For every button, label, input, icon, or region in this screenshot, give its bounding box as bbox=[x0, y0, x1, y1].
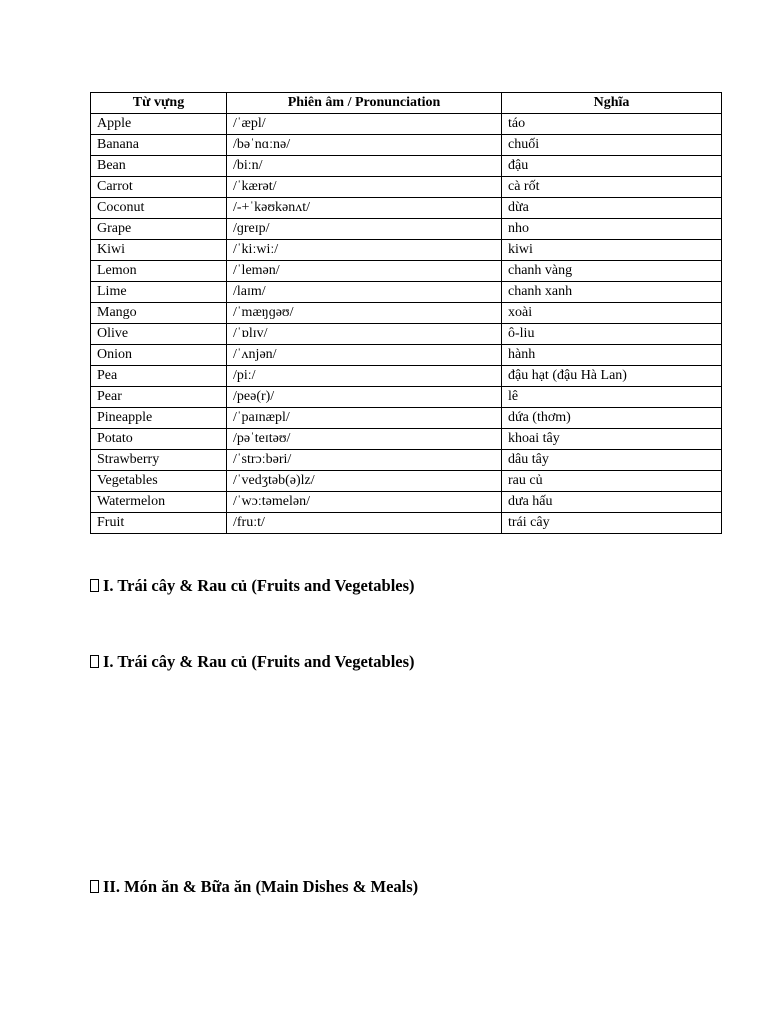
cell-vocabulary: Onion bbox=[91, 345, 227, 366]
cell-pronunciation: /ˈmæŋɡəʊ/ bbox=[227, 303, 502, 324]
header-meaning: Nghĩa bbox=[502, 93, 722, 114]
cell-meaning: nho bbox=[502, 219, 722, 240]
cell-vocabulary: Pea bbox=[91, 366, 227, 387]
heading-text: I. Trái cây & Rau củ (Fruits and Vegetables) bbox=[103, 652, 415, 671]
cell-meaning: đậu bbox=[502, 156, 722, 177]
cell-pronunciation: /ˈɒlɪv/ bbox=[227, 324, 502, 345]
cell-meaning: ô-liu bbox=[502, 324, 722, 345]
cell-pronunciation: /piː/ bbox=[227, 366, 502, 387]
cell-pronunciation: /fruːt/ bbox=[227, 513, 502, 534]
cell-pronunciation: /biːn/ bbox=[227, 156, 502, 177]
cell-pronunciation: /ˈæpl/ bbox=[227, 114, 502, 135]
table-row bbox=[91, 282, 722, 303]
cell-pronunciation: /-+ˈkəʊkənʌt/ bbox=[227, 198, 502, 219]
heading-text: I. Trái cây & Rau củ (Fruits and Vegetables) bbox=[103, 576, 415, 595]
table-row bbox=[91, 429, 722, 450]
cell-pronunciation: /ˈkiːwiː/ bbox=[227, 240, 502, 261]
table-row bbox=[91, 219, 722, 240]
vocabulary-table bbox=[90, 92, 722, 534]
table-row bbox=[91, 387, 722, 408]
table-row bbox=[91, 303, 722, 324]
cell-meaning: dâu tây bbox=[502, 450, 722, 471]
table-row bbox=[91, 198, 722, 219]
cell-vocabulary: Kiwi bbox=[91, 240, 227, 261]
cell-meaning: táo bbox=[502, 114, 722, 135]
cell-meaning: dứa (thơm) bbox=[502, 408, 722, 429]
section-heading-fruits-vegetables-repeat bbox=[90, 652, 415, 672]
cell-meaning: khoai tây bbox=[502, 429, 722, 450]
cell-meaning: chuối bbox=[502, 135, 722, 156]
cell-vocabulary: Fruit bbox=[91, 513, 227, 534]
cell-vocabulary: Strawberry bbox=[91, 450, 227, 471]
cell-vocabulary: Pineapple bbox=[91, 408, 227, 429]
cell-vocabulary: Lemon bbox=[91, 261, 227, 282]
cell-vocabulary: Vegetables bbox=[91, 471, 227, 492]
cell-pronunciation: /ˈpaɪnæpl/ bbox=[227, 408, 502, 429]
cell-pronunciation: /pəˈteɪtəʊ/ bbox=[227, 429, 502, 450]
cell-pronunciation: /ˈkærət/ bbox=[227, 177, 502, 198]
section-heading-fruits-vegetables bbox=[90, 576, 415, 596]
cell-meaning: kiwi bbox=[502, 240, 722, 261]
cell-meaning: dừa bbox=[502, 198, 722, 219]
cell-vocabulary: Bean bbox=[91, 156, 227, 177]
cell-pronunciation: /laɪm/ bbox=[227, 282, 502, 303]
table-row bbox=[91, 240, 722, 261]
cell-vocabulary: Olive bbox=[91, 324, 227, 345]
table-row bbox=[91, 156, 722, 177]
table-row bbox=[91, 324, 722, 345]
table-row bbox=[91, 450, 722, 471]
cell-vocabulary: Mango bbox=[91, 303, 227, 324]
cell-vocabulary: Grape bbox=[91, 219, 227, 240]
cell-vocabulary: Coconut bbox=[91, 198, 227, 219]
cell-pronunciation: /ˈlemən/ bbox=[227, 261, 502, 282]
table-row bbox=[91, 135, 722, 156]
cell-meaning: lê bbox=[502, 387, 722, 408]
cell-vocabulary: Potato bbox=[91, 429, 227, 450]
missing-glyph-icon bbox=[90, 655, 99, 668]
table-row bbox=[91, 513, 722, 534]
cell-vocabulary: Banana bbox=[91, 135, 227, 156]
table-row bbox=[91, 492, 722, 513]
cell-meaning: hành bbox=[502, 345, 722, 366]
table-body bbox=[91, 114, 722, 534]
cell-pronunciation: /ˈwɔːtəmelən/ bbox=[227, 492, 502, 513]
table-row bbox=[91, 408, 722, 429]
cell-meaning: xoài bbox=[502, 303, 722, 324]
cell-meaning: đậu hạt (đậu Hà Lan) bbox=[502, 366, 722, 387]
cell-pronunciation: /peə(r)/ bbox=[227, 387, 502, 408]
header-vocabulary: Từ vựng bbox=[91, 93, 227, 114]
table-row bbox=[91, 261, 722, 282]
cell-vocabulary: Apple bbox=[91, 114, 227, 135]
cell-pronunciation: /ˈstrɔːbəri/ bbox=[227, 450, 502, 471]
table-row bbox=[91, 366, 722, 387]
section-heading-main-dishes-meals bbox=[90, 877, 418, 897]
table-row bbox=[91, 114, 722, 135]
table-row bbox=[91, 345, 722, 366]
cell-pronunciation: /bəˈnɑːnə/ bbox=[227, 135, 502, 156]
cell-vocabulary: Carrot bbox=[91, 177, 227, 198]
missing-glyph-icon bbox=[90, 880, 99, 893]
cell-meaning: chanh xanh bbox=[502, 282, 722, 303]
heading-text: II. Món ăn & Bữa ăn (Main Dishes & Meals) bbox=[103, 877, 419, 896]
cell-pronunciation: /ˈʌnjən/ bbox=[227, 345, 502, 366]
header-pronunciation: Phiên âm / Pronunciation bbox=[227, 93, 502, 114]
cell-vocabulary: Watermelon bbox=[91, 492, 227, 513]
cell-meaning: chanh vàng bbox=[502, 261, 722, 282]
table-row bbox=[91, 177, 722, 198]
cell-vocabulary: Pear bbox=[91, 387, 227, 408]
cell-meaning: trái cây bbox=[502, 513, 722, 534]
cell-pronunciation: /ɡreɪp/ bbox=[227, 219, 502, 240]
table-header-row bbox=[91, 93, 722, 114]
cell-vocabulary: Lime bbox=[91, 282, 227, 303]
cell-meaning: dưa hấu bbox=[502, 492, 722, 513]
cell-meaning: rau củ bbox=[502, 471, 722, 492]
missing-glyph-icon bbox=[90, 579, 99, 592]
table-row bbox=[91, 471, 722, 492]
cell-meaning: cà rốt bbox=[502, 177, 722, 198]
cell-pronunciation: /ˈvedʒtəb(ə)lz/ bbox=[227, 471, 502, 492]
